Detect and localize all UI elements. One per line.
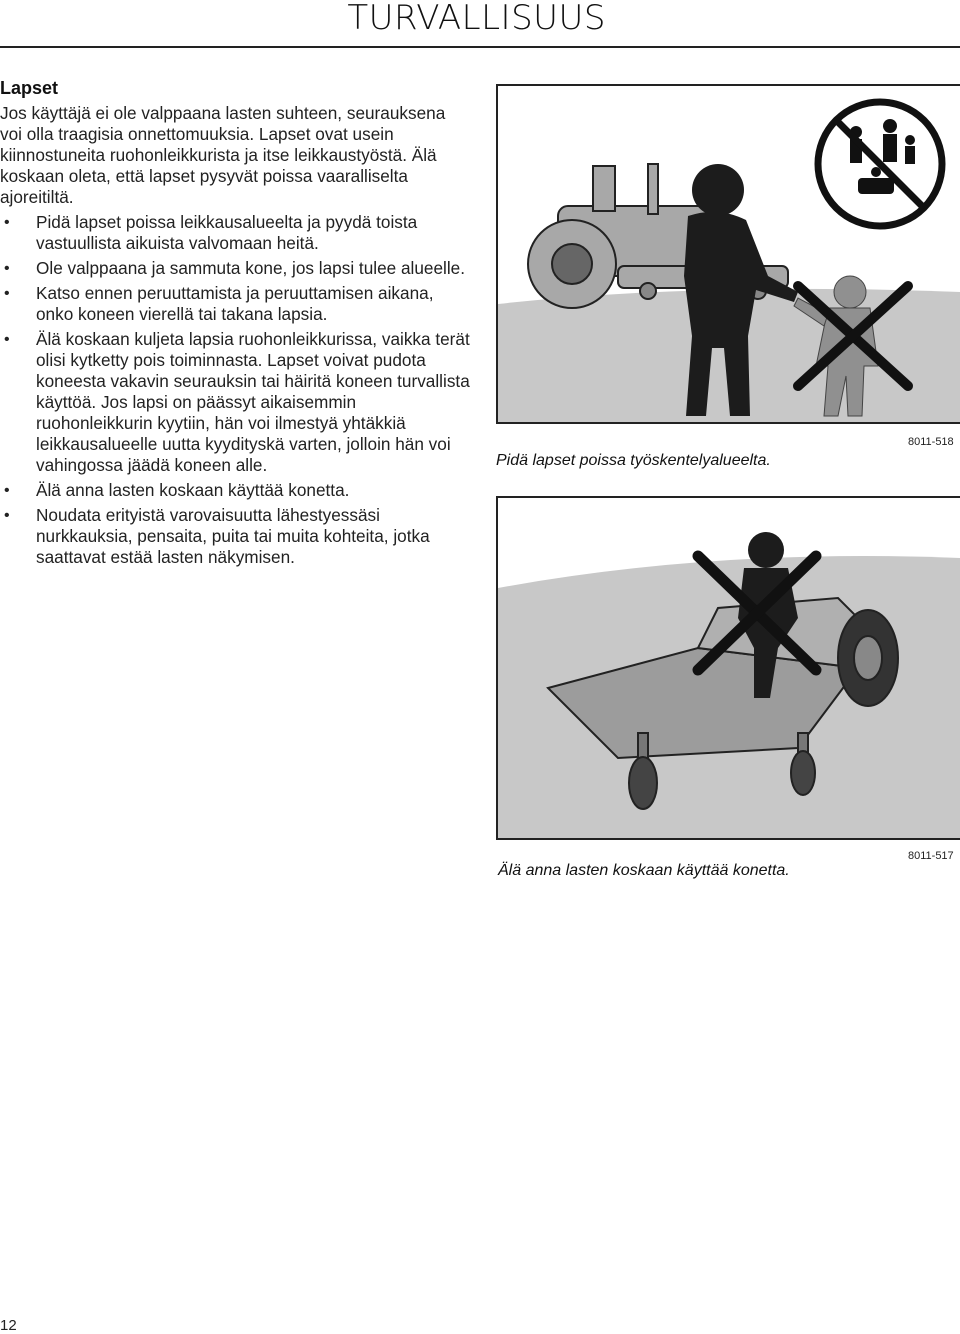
section-heading: Lapset bbox=[0, 78, 59, 98]
bullet-icon: • bbox=[4, 331, 10, 348]
figure-no-children-operating bbox=[496, 496, 960, 840]
bullet-icon: • bbox=[4, 260, 10, 277]
list-item-text: Ole valppaana ja sammuta kone, jos lapsi tulee alueelle. bbox=[36, 258, 465, 278]
list-item-text: Katso ennen peruuttamista ja peruuttamisen aikana, onko koneen vierellä tai takana lapsia. bbox=[36, 283, 434, 324]
text-column bbox=[0, 78, 470, 568]
bullet-icon: • bbox=[4, 507, 10, 524]
figure-caption: Älä anna lasten koskaan käyttää konetta. bbox=[498, 862, 790, 879]
list-item-text: Älä anna lasten koskaan käyttää konetta. bbox=[36, 480, 350, 500]
list-item-text: Noudata erityistä varovaisuutta lähestyessäsi nurkkauksia, pensaita, puita tai muita kohteita, jotka saattavat estää lasten näkymisen. bbox=[36, 505, 430, 567]
list-item bbox=[0, 212, 470, 254]
illustration-adult-child-mower bbox=[498, 86, 960, 422]
illustration-child-on-mower bbox=[498, 498, 960, 838]
list-item bbox=[0, 480, 470, 501]
figure-code: 8011-517 bbox=[908, 850, 954, 862]
figure-keep-children-away bbox=[496, 84, 960, 424]
bullet-icon: • bbox=[4, 214, 10, 231]
bullet-icon: • bbox=[4, 285, 10, 302]
list-item bbox=[0, 505, 470, 568]
figure-code: 8011-518 bbox=[908, 436, 954, 448]
list-item-text: Älä koskaan kuljeta lapsia ruohonleikkurissa, vaikka terät olisi kytketty pois toiminnasta. Lapset voivat pudota koneesta vakavin seurauksin tai häiritä koneen turvallista käyttöä. Jos lapsi on päässyt aikaisemmin ruohonleikkurin kyytiin, hän voi ilmestyä yhtäkkiä leikkausalueelle uutta kyydityskä varten, jolloin hän voi vahingossa jäädä koneen alle. bbox=[36, 329, 470, 475]
list-item bbox=[0, 258, 470, 279]
bullet-list bbox=[0, 212, 470, 568]
page-title: TURVALLISUUS bbox=[347, 0, 606, 38]
list-item bbox=[0, 329, 470, 476]
list-item bbox=[0, 283, 470, 325]
page-number: 12 bbox=[0, 1317, 17, 1334]
prohibition-sign-icon bbox=[818, 102, 942, 226]
header-rule bbox=[0, 46, 960, 48]
list-item-text: Pidä lapset poissa leikkausalueelta ja pyydä toista vastuullista aikuista valvomaan heitä. bbox=[36, 212, 418, 253]
figure-caption: Pidä lapset poissa työskentelyalueelta. bbox=[496, 452, 771, 469]
bullet-icon: • bbox=[4, 482, 10, 499]
intro-paragraph: Jos käyttäjä ei ole valppaana lasten suhteen, seurauksena voi olla traagisia onnettomuuksia. Lapset ovat usein kiinnostuneita ruohonleikkurista ja itse leikkaustyöstä. Älä koskaan oleta, että lapset pysyvät poissa vaaralliselta ajoreitiltä. bbox=[0, 103, 446, 207]
